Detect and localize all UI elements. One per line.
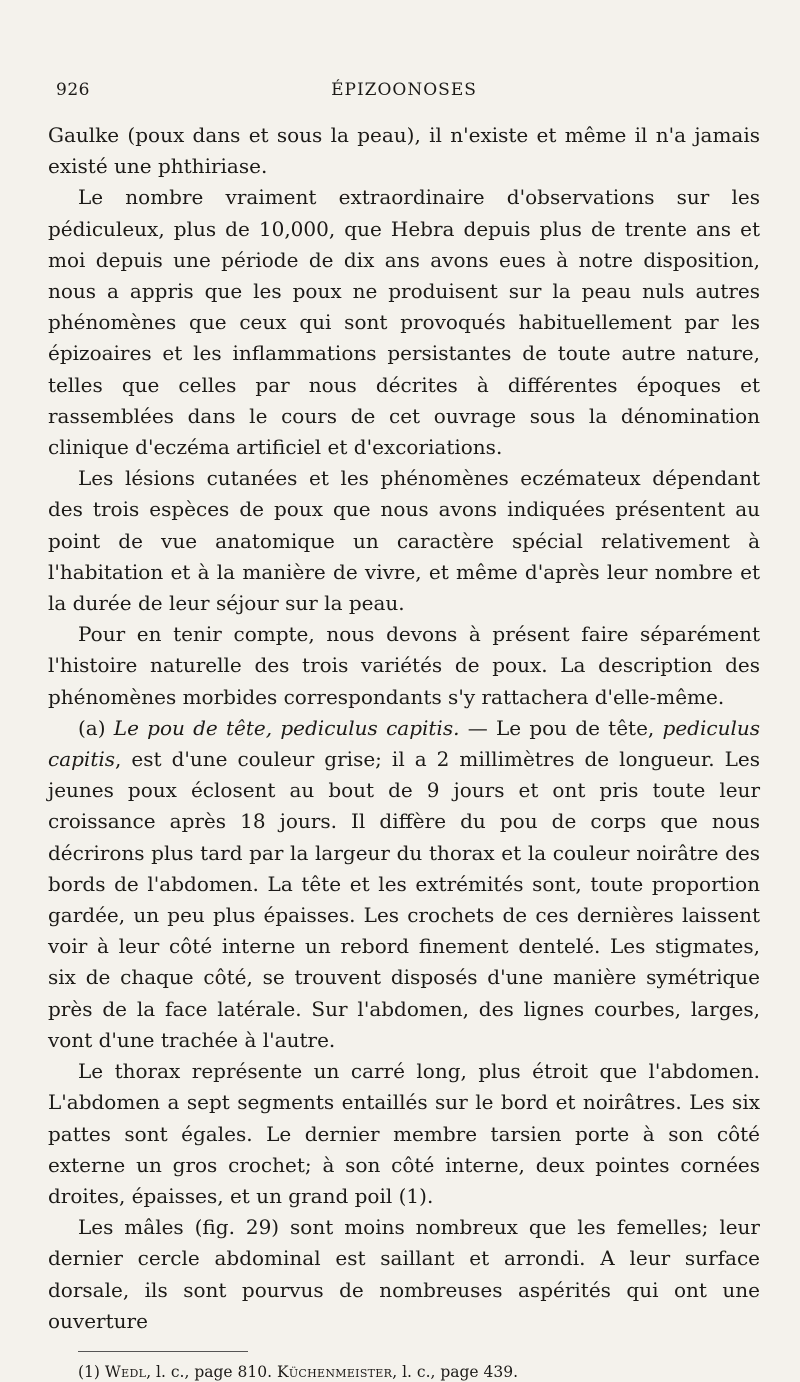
running-title: ÉPIZOONOSES	[331, 80, 477, 100]
page-header	[48, 80, 760, 110]
body-text	[48, 120, 760, 1337]
footnote-marker: (1)	[78, 1362, 100, 1381]
section-paragraph-head-louse	[48, 713, 760, 1056]
section-title: Le pou de tête, pediculus capitis.	[113, 715, 460, 740]
footnote	[48, 1362, 760, 1382]
footnote-author: Küchenmeister	[276, 1362, 393, 1381]
footnote-divider	[78, 1351, 248, 1352]
section-dash: — Le pou de tête,	[459, 715, 663, 740]
paragraph: Les lésions cutanées et les phénomènes eczémateux dépendant des trois espèces de poux que nous avons indiquées présentent au point de vue anatomique un caractère spécial relativement à l'habitation et à la manière de vivre, et même d'après leur nombre et la durée de leur séjour sur la peau.	[48, 466, 760, 616]
paragraph: Le thorax représente un carré long, plus étroit que l'abdomen. L'abdomen a sept segments entaillés sur le bord et noirâtres. Les six pattes sont égales. Le dernier membre tarsien porte à son côté externe un gros crochet; à son côté interne, deux pointes cornées droites, épaisses, et un grand poil (1).	[48, 1059, 760, 1208]
paragraph-continued: Gaulke (poux dans et sous la peau), il n'existe et même il n'a jamais existé une phthiriase.	[48, 123, 760, 179]
footnote-ref: , l. c., page 439.	[392, 1362, 519, 1381]
paragraph: Les mâles (fig. 29) sont moins nombreux que les femelles; leur dernier cercle abdominal est saillant et arrondi. A leur surface dorsale, ils sont pourvus de nombreuses aspérités qui ont une ouverture	[48, 1215, 760, 1333]
latin-name: pediculus capitis	[48, 715, 760, 772]
paragraph: Pour en tenir compte, nous devons à présent faire séparément l'histoire naturelle des trois variétés de poux. La description des phénomènes morbides correspondants s'y rattachera d'elle-même.	[48, 622, 760, 709]
section-label: (a)	[78, 715, 106, 740]
footnote-ref: , l. c., page 810.	[146, 1362, 277, 1381]
footnote-author: Wedl	[104, 1362, 147, 1381]
paragraph: Le nombre vraiment extraordinaire d'observations sur les pédiculeux, plus de 10,000, que Hebra depuis plus de trente ans et moi depuis une période de dix ans avons eues à notre disposition, nous a appris que les poux ne produisent sur la peau nuls autres phénomènes que ceux qui sont provoqués habituellement par les épizoaires et les inflammations persistantes de toute autre nature, telles que celles par nous décrites à différentes époques et rassemblées dans le cours de cet ouvrage sous la dénomination clinique d'eczéma artificiel et d'excoriations.	[48, 185, 760, 460]
page-number: 926	[56, 80, 90, 100]
section-text: , est d'une couleur grise; il a 2 millimètres de longueur. Les jeunes poux éclosent au bout de 9 jours et ont pris toute leur croissance après 18 jours. Il diffère du pou de corps que nous décrirons plus tard par la largeur du thorax et la couleur noirâtre des bords de l'abdomen. La tête et les extrémités sont, toute proportion gardée, un peu plus épaisses. Les crochets de ces dernières laissent voir à leur côté interne un rebord finement dentelé. Les stigmates, six de chaque côté, se trouvent disposés d'une manière symétrique près de la face latérale. Sur l'abdomen, des lignes courbes, larges, vont d'une trachée à l'autre.	[48, 747, 760, 1052]
